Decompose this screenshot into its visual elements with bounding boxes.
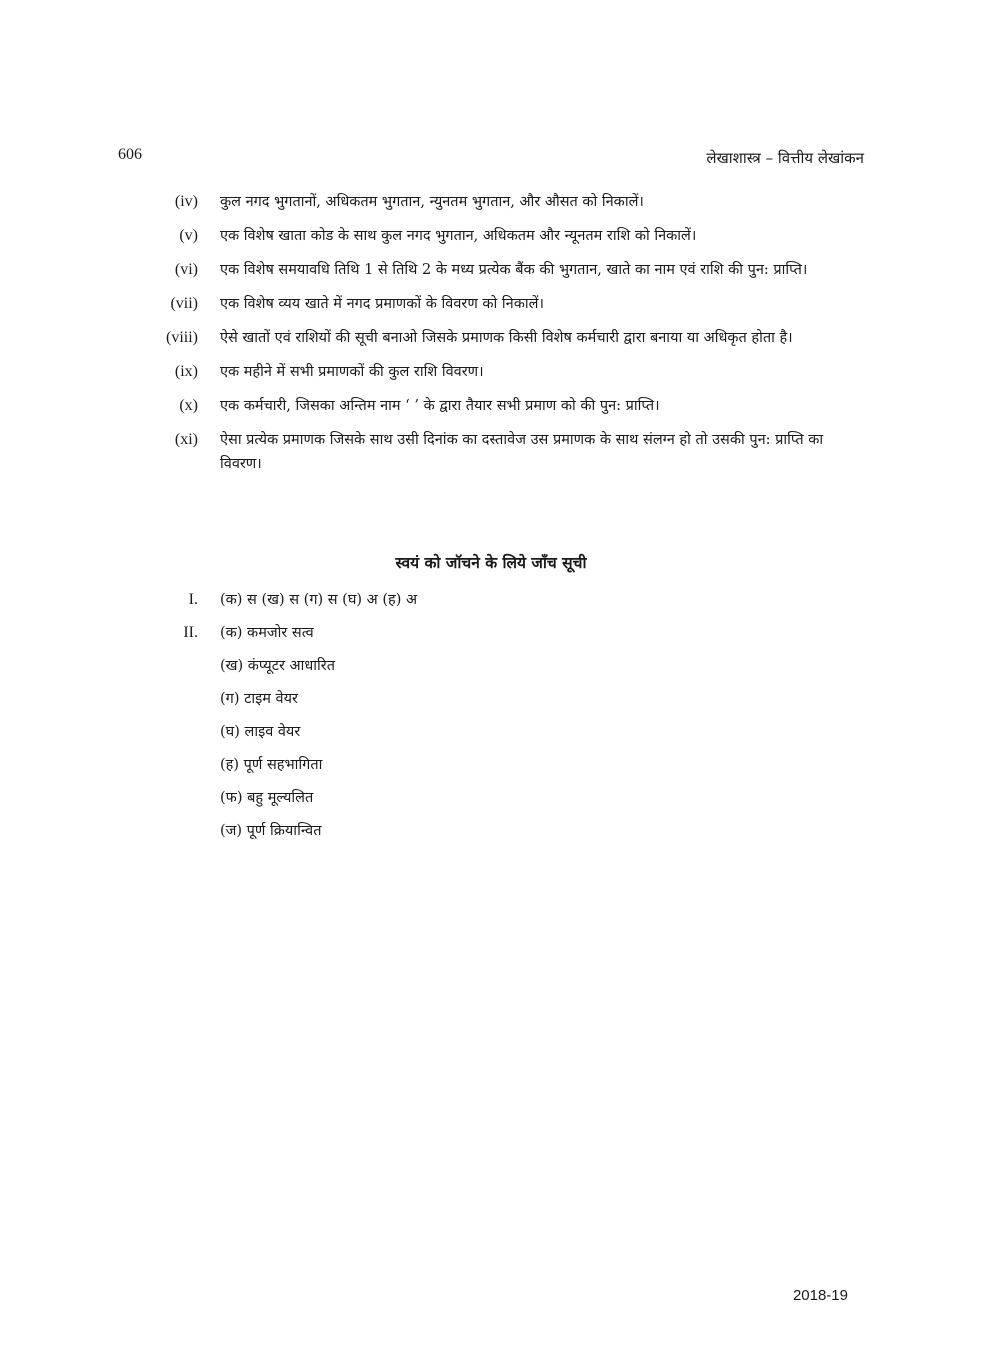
item-number: (viii): [166, 329, 198, 346]
answer-row: [150, 753, 840, 786]
item-number: (ix): [174, 363, 198, 380]
footer-year: 2018-19: [792, 1287, 848, 1304]
answer-text: (ग) टाइम वेयर: [220, 691, 298, 707]
answer-number: II.: [183, 624, 198, 641]
item-text: एक विशेष खाता कोड के साथ कुल नगद भुगतान, अधिकतम और न्यूनतम राशि को निकालें।: [220, 228, 697, 244]
list-item: [150, 360, 840, 384]
section-title: स्वयं को जॉचने के लिये जाँच सूची: [395, 553, 587, 572]
answer-row: [150, 720, 840, 753]
item-text: एक महीने में सभी प्रमाणकों की कुल राशि विवरण।: [220, 364, 484, 380]
answer-number: I.: [188, 591, 198, 608]
item-number: (x): [179, 397, 198, 414]
answer-row: [150, 786, 840, 819]
list-item: [150, 326, 840, 350]
answer-text: (घ) लाइव वेयर: [220, 724, 301, 740]
item-number: (v): [179, 227, 198, 244]
item-text: एक विशेष व्यय खाते में नगद प्रमाणकों के विवरण को निकालें।: [220, 296, 544, 312]
list-item: [150, 428, 840, 476]
item-text: कुल नगद भुगतानों, अधिकतम भुगतान, न्युनतम भुगतान, और औसत को निकालें।: [220, 194, 644, 210]
answer-text: (ज) पूर्ण क्रियान्वित: [220, 823, 322, 839]
item-number: (iv): [174, 193, 198, 210]
answer-text: (फ) बहु मूल्यलित: [220, 790, 314, 806]
list-item: [150, 292, 840, 316]
list-item: [150, 258, 840, 282]
item-text: ऐसा प्रत्येक प्रमाणक जिसके साथ उसी दिनांक का दस्तावेज उस प्रमाणक के साथ संलग्न हो तो उसकी पुन: प्राप्ति का विवरण।: [220, 432, 824, 472]
item-number: (vii): [170, 295, 198, 312]
answer-text: (क) कमजोर सत्व: [220, 625, 314, 641]
answer-text: (क) स (ख) स (ग) स (घ) अ (ह) अ: [220, 592, 418, 608]
answer-row: [150, 588, 840, 621]
item-number: (xi): [174, 431, 198, 448]
question-list: [150, 190, 840, 486]
answer-row: [150, 819, 840, 852]
list-item: [150, 224, 840, 248]
item-number: (vi): [174, 261, 198, 278]
answer-text: (ख) कंप्यूटर आधारित: [220, 658, 335, 674]
page-number: 606: [118, 146, 142, 163]
answer-row: [150, 621, 840, 654]
item-text: ऐसे खातों एवं राशियों की सूची बनाओ जिसके प्रमाणक किसी विशेष कर्मचारी द्वारा बनाया या अधिकृत होता है।: [220, 330, 793, 346]
item-text: एक विशेष समयावधि तिथि 1 से तिथि 2 के मध्य प्रत्येक बैंक की भुगतान, खाते का नाम एवं राशि की पुन: प्राप्ति।: [220, 262, 808, 278]
answer-list: [150, 588, 840, 852]
list-item: [150, 394, 840, 418]
answer-row: [150, 654, 840, 687]
answer-row: [150, 687, 840, 720]
answer-text: (ह) पूर्ण सहभागिता: [220, 757, 323, 773]
running-head: लेखाशास्त्र – वित्तीय लेखांकन: [706, 149, 864, 167]
item-text: एक कर्मचारी, जिसका अन्तिम नाम ‘ ’ के द्वारा तैयार सभी प्रमाण को की पुन: प्राप्ति।: [220, 398, 660, 414]
list-item: [150, 190, 840, 214]
